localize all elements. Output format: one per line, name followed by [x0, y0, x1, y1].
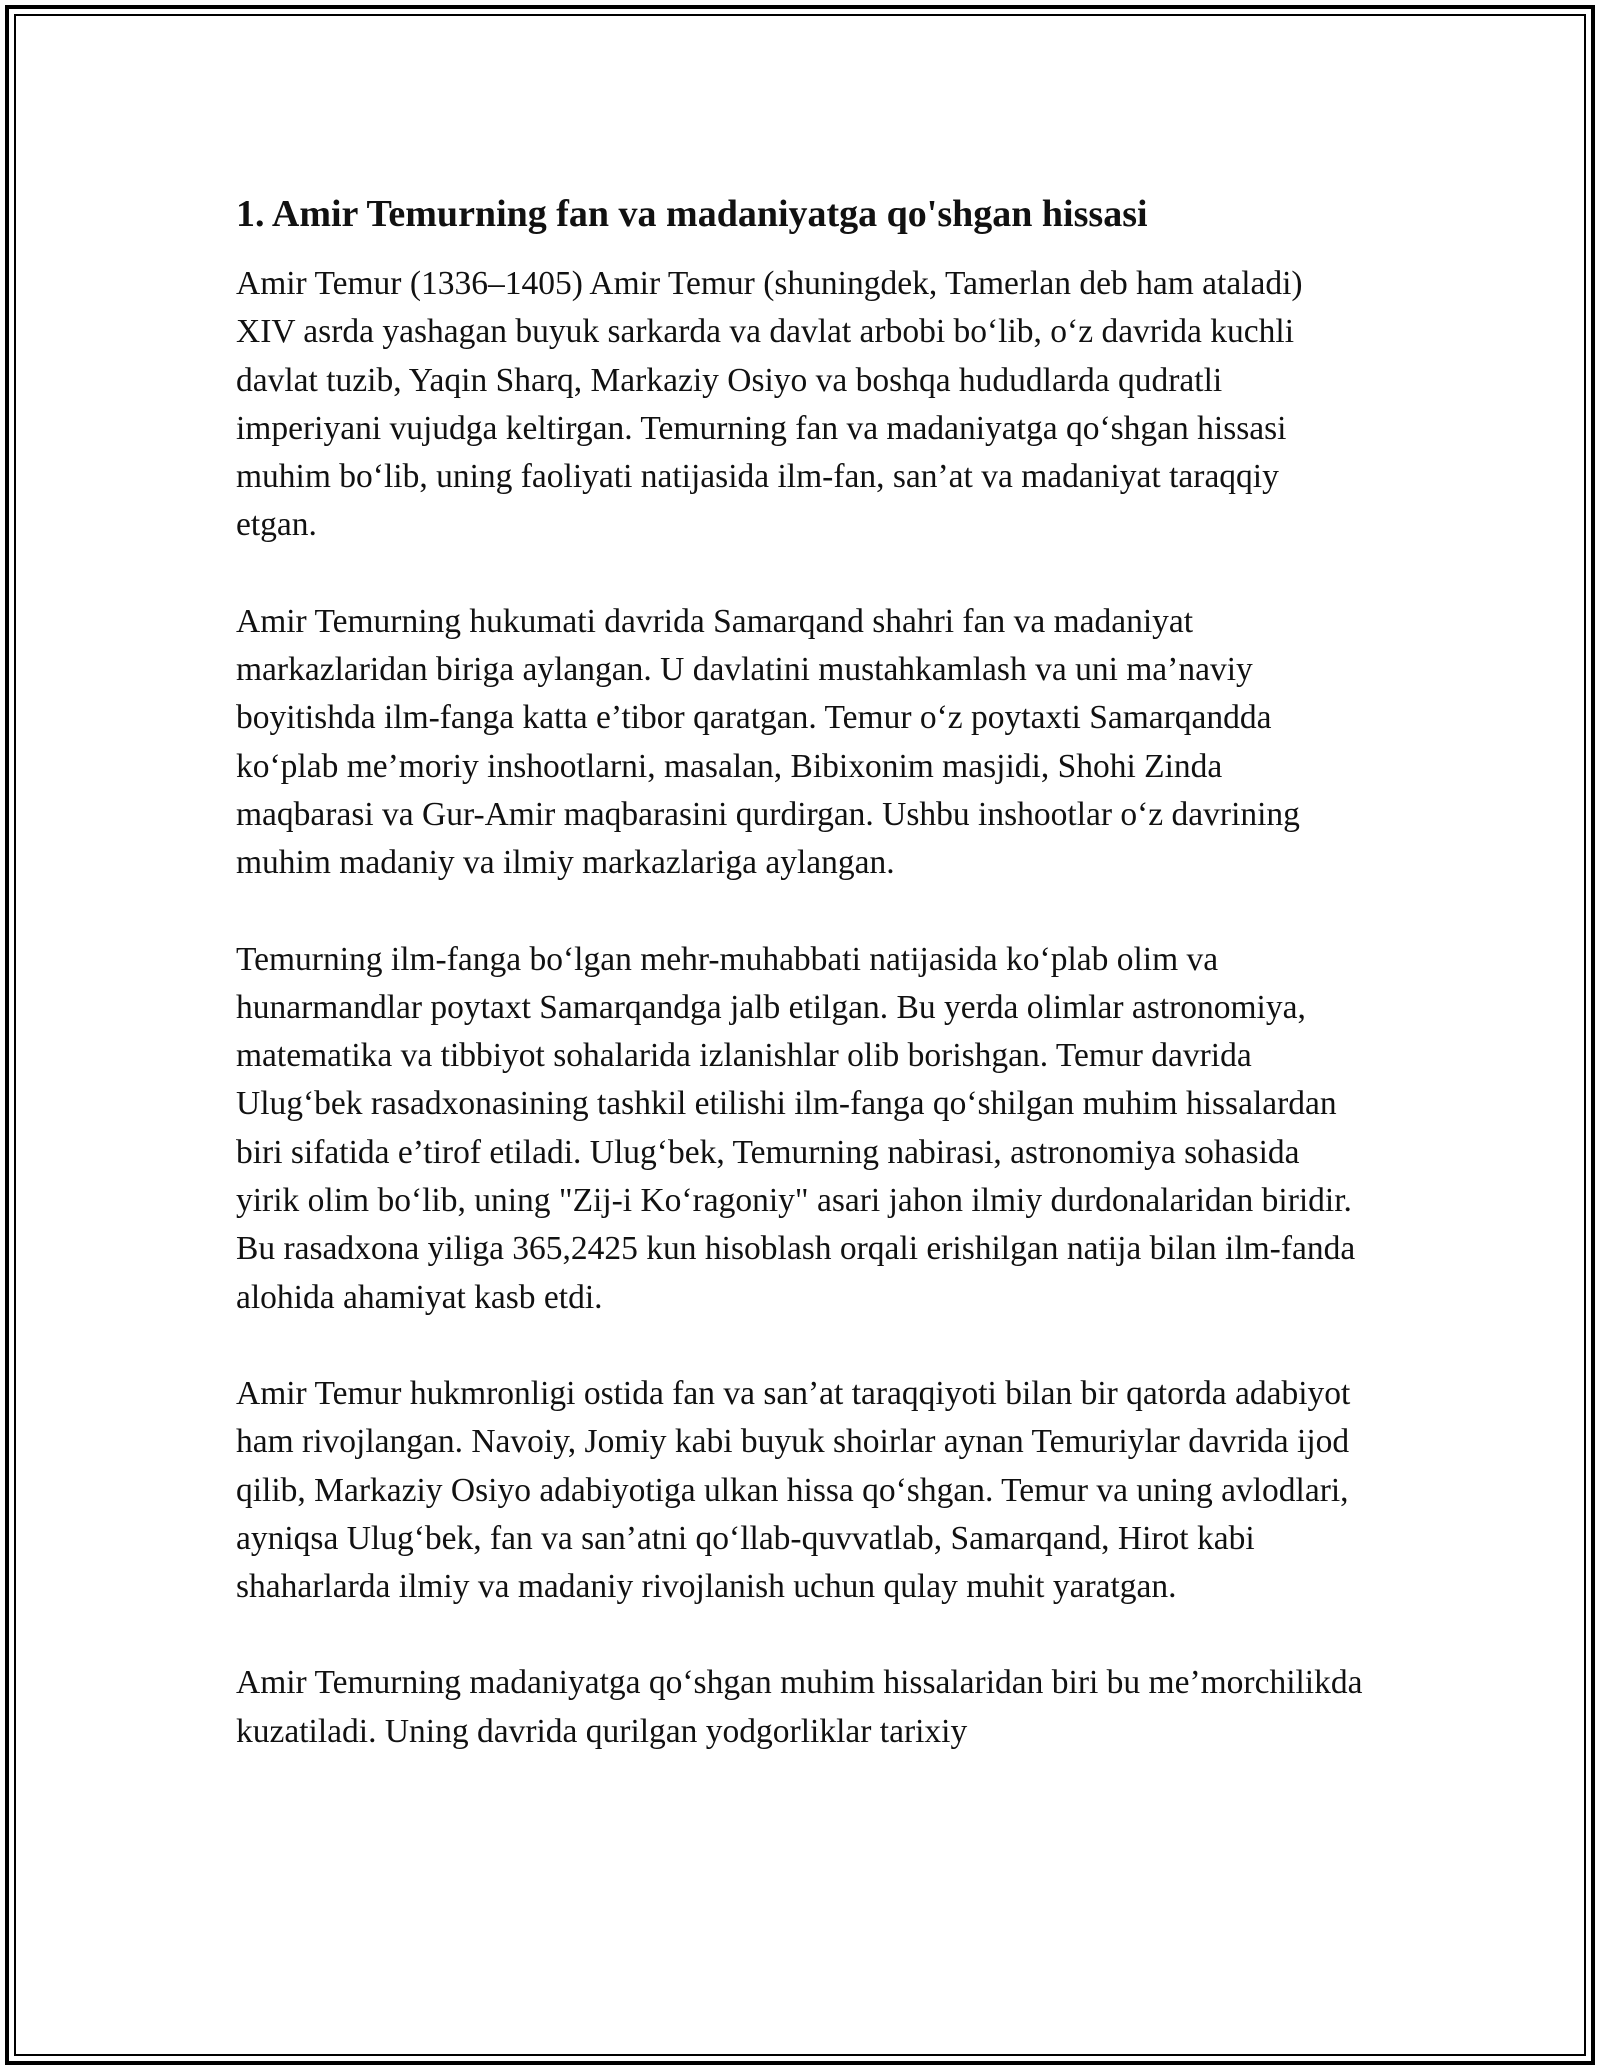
paragraph-1: Amir Temur (1336–1405) Amir Temur (shuningdek, Tamerlan deb ham ataladi) XIV asrda yashagan buyuk sarkarda va davlat arbobi bo‘lib, o‘z davrida kuchli davlat tuzib, Yaqin Sharq, Markaziy Osiyo va boshqa hududlarda qudratli imperiyani vujudga keltirgan. Temurning fan va madaniyatga qo‘shgan hissasi muhim bo‘lib, uning faoliyati natijasida ilm-fan, san’at va madaniyat taraqqiy etgan.: [236, 265, 1303, 544]
section-heading: 1. Amir Temurning fan va madaniyatga qo'shgan hissasi: [236, 193, 1148, 235]
paragraph-3: Temurning ilm-fanga bo‘lgan mehr-muhabbati natijasida ko‘plab olim va hunarmandlar poytaxt Samarqandga jalb etilgan. Bu yerda olimlar astronomiya, matematika va tibbiyot sohalarida izlanishlar olib borishgan. Temur davrida Ulug‘bek rasadxonasining tashkil etilishi ilm-fanga qo‘shilgan muhim hissalardan biri sifatida e’tirof etiladi. Ulug‘bek, Temurning nabirasi, astronomiya sohasida yirik olim bo‘lib, uning "Zij-i Ko‘ragoniy" asari jahon ilmiy durdonalaridan biridir. Bu rasadxona yiliga 365,2425 kun hisoblash orqali erishilgan natija bilan ilm-fanda alohida ahamiyat kasb etdi.: [236, 940, 1356, 1316]
paragraph-4: Amir Temur hukmronligi ostida fan va san’at taraqqiyoti bilan bir qatorda adabiyot ham rivojlangan. Navoiy, Jomiy kabi buyuk shoirlar aynan Temuriylar davrida ijod qilib, Markaziy Osiyo adabiyotiga ulkan hissa qo‘shgan. Temur va uning avlodlari, ayniqsa Ulug‘bek, fan va san’atni qo‘llab-quvvatlab, Samarqand, Hirot kabi shaharlarda ilmiy va madaniy rivojlanish uchun qulay muhit yaratgan.: [236, 1374, 1351, 1606]
paragraph-2: Amir Temurning hukumati davrida Samarqand shahri fan va madaniyat markazlaridan biriga aylangan. U davlatini mustahkamlash va uni ma’naviy boyitishda ilm-fanga katta e’tibor qaratgan. Temur o‘z poytaxti Samarqandda ko‘plab me’moriy inshootlarni, masalan, Bibixonim masjidi, Shohi Zinda maqbarasi va Gur-Amir maqbarasini qurdirgan. Ushbu inshootlar o‘z davrining muhim madaniy va ilmiy markazlariga aylangan.: [236, 602, 1300, 882]
paragraph-5: Amir Temurning madaniyatga qo‘shgan muhim hissalaridan biri bu me’morchilikda kuzatiladi. Uning davrida qurilgan yodgorliklar tarixiy: [236, 1664, 1363, 1750]
document-body: [236, 186, 1366, 1756]
